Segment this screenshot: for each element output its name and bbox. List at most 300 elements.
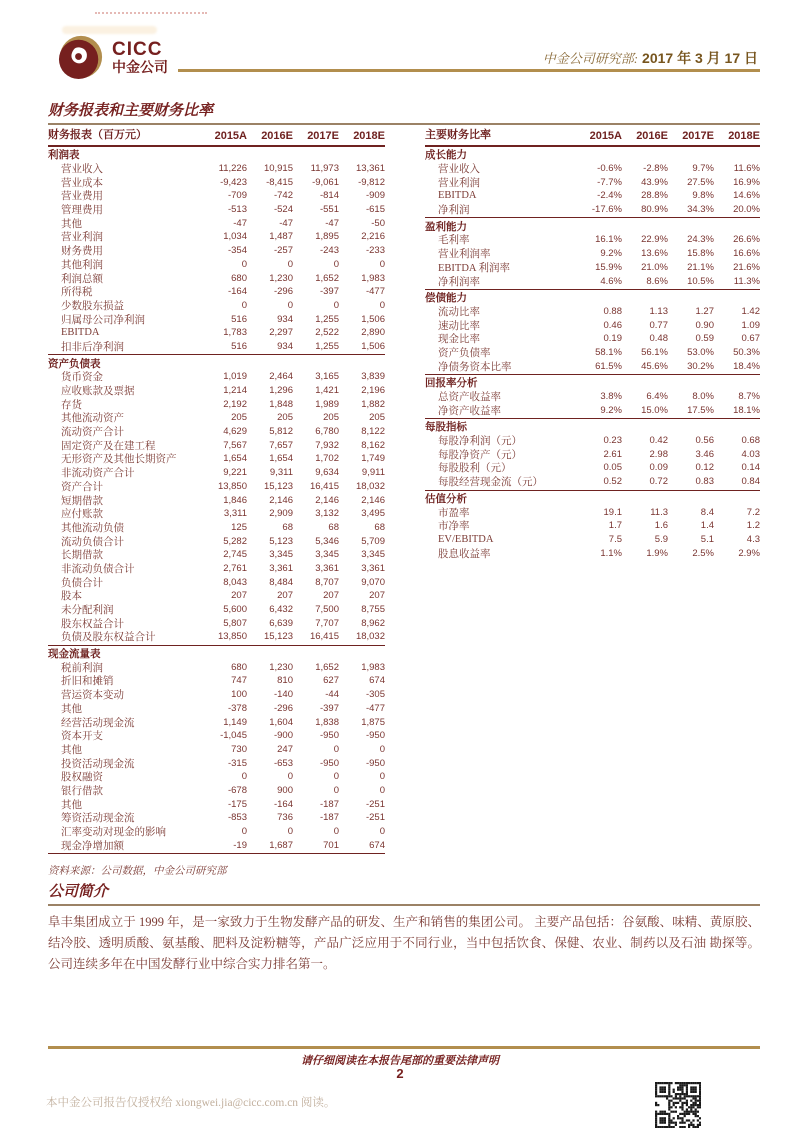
row-value: -251: [365, 798, 385, 810]
row-value: 2,890: [361, 327, 385, 339]
table-row: [48, 811, 385, 825]
row-label: 非流动资产合计: [61, 468, 135, 480]
table-section: [425, 491, 760, 561]
logo-text: [112, 40, 168, 74]
section-header: 资产负债表: [48, 358, 101, 370]
row-value: 205: [323, 412, 339, 424]
row-value: 11.3: [650, 506, 668, 518]
row-value: 7.2: [746, 506, 760, 518]
header-divider: [178, 69, 760, 72]
column-header: 2018E: [728, 130, 760, 142]
row-label: 其他: [61, 744, 82, 756]
row-label: 无形资产及其他长期资产: [61, 454, 177, 466]
row-value: 1,149: [223, 716, 247, 728]
row-value: 5,282: [223, 535, 247, 547]
row-value: -296: [273, 702, 293, 714]
row-value: 3,345: [361, 549, 385, 561]
row-value: 68: [328, 521, 339, 533]
row-value: 674: [369, 675, 385, 687]
row-label: 股权融资: [61, 772, 103, 784]
financials-title-divider: [48, 123, 760, 125]
row-label: 速动比率: [438, 320, 480, 332]
row-value: 61.5%: [595, 360, 622, 372]
row-label: 净债务资本比率: [438, 361, 512, 373]
table-section: [425, 290, 760, 375]
row-label: 财务费用: [61, 246, 103, 258]
row-value: -853: [227, 812, 247, 824]
table-row: [425, 447, 760, 461]
table-row: [48, 452, 385, 466]
table-row: [48, 688, 385, 702]
row-value: 9.7%: [692, 163, 714, 175]
row-label: 长期借款: [61, 550, 103, 562]
row-value: -164: [273, 798, 293, 810]
row-value: 1,487: [269, 231, 293, 243]
row-label: 利润总额: [61, 273, 103, 285]
row-value: -19: [233, 839, 247, 851]
row-value: 125: [231, 521, 247, 533]
row-label: 其他: [61, 218, 82, 230]
row-value: 7,500: [315, 604, 339, 616]
row-value: 18.1%: [733, 404, 760, 416]
row-value: 16.9%: [733, 176, 760, 188]
row-label: 资产合计: [61, 481, 103, 493]
table-row: [48, 603, 385, 617]
table-row: [425, 475, 760, 489]
row-value: 3,361: [269, 562, 293, 574]
row-value: 2.98: [649, 448, 668, 460]
row-value: 1.2: [746, 520, 760, 532]
row-label: 每股经营现金流（元）: [438, 477, 543, 489]
research-dept-label: 中金公司研究部:: [542, 51, 639, 66]
row-value: 0.67: [741, 333, 760, 345]
row-value: 2,745: [223, 549, 247, 561]
row-value: 0: [287, 299, 293, 311]
row-value: 0: [241, 826, 247, 838]
table-row: [425, 461, 760, 475]
table-row: [425, 359, 760, 373]
row-value: 21.1%: [687, 261, 714, 273]
table-section: [425, 375, 760, 419]
row-label: 扣非后净利润: [61, 341, 124, 353]
row-label: 流动负债合计: [61, 536, 124, 548]
row-value: 1,230: [269, 272, 293, 284]
column-header: 2016E: [636, 130, 668, 142]
row-value: 0.84: [741, 476, 760, 488]
row-value: 6,780: [315, 426, 339, 438]
row-value: 0.14: [741, 462, 760, 474]
table-row: [425, 346, 760, 360]
row-value: -950: [365, 757, 385, 769]
table-row: [48, 589, 385, 603]
table-row: [48, 825, 385, 839]
row-label: 存货: [61, 399, 82, 411]
row-value: 1,846: [223, 494, 247, 506]
row-label: 毛利率: [438, 235, 470, 247]
row-value: 0.05: [603, 462, 622, 474]
financial-statements-table: [48, 126, 385, 878]
table-row: [425, 403, 760, 417]
table-row: [48, 838, 385, 852]
row-label: 汇率变动对现金的影响: [61, 827, 166, 839]
row-value: 9.2%: [600, 404, 622, 416]
row-value: 0: [287, 826, 293, 838]
row-value: 0.46: [603, 319, 622, 331]
row-value: 8.0%: [692, 391, 714, 403]
row-value: 0.52: [603, 476, 622, 488]
row-value: 205: [369, 412, 385, 424]
table-row: [48, 784, 385, 798]
row-value: -477: [365, 286, 385, 298]
table-row: [48, 384, 385, 398]
row-value: 8.7%: [738, 391, 760, 403]
row-label: 营业收入: [438, 164, 480, 176]
table-row: [48, 702, 385, 716]
qr-code: [655, 1082, 702, 1129]
row-value: 13,361: [355, 163, 385, 175]
row-label: 股东权益合计: [61, 618, 124, 630]
row-value: -233: [365, 245, 385, 257]
row-value: 0.72: [649, 476, 668, 488]
row-value: -44: [325, 689, 339, 701]
row-label: 归属母公司净利润: [61, 314, 145, 326]
row-value: 0: [333, 771, 339, 783]
row-value: 2.61: [603, 448, 622, 460]
row-value: 207: [277, 590, 293, 602]
company-title-block: [48, 880, 760, 906]
row-value: 0: [241, 258, 247, 270]
row-value: 1.09: [741, 319, 760, 331]
row-value: 3,495: [361, 508, 385, 520]
row-value: 50.3%: [733, 346, 760, 358]
row-label: 股本: [61, 591, 82, 603]
row-label: 未分配利润: [61, 605, 114, 617]
row-value: 2,146: [315, 494, 339, 506]
row-label: 少数股东损益: [61, 300, 124, 312]
row-label: 应收账款及票据: [61, 386, 135, 398]
row-value: 9.8%: [692, 190, 714, 202]
row-value: 0: [379, 771, 385, 783]
row-value: 6,432: [269, 604, 293, 616]
row-value: 516: [231, 313, 247, 325]
row-value: 0.77: [649, 319, 668, 331]
row-value: 2,522: [315, 327, 339, 339]
row-value: 0: [333, 258, 339, 270]
report-date: 2017 年 3 月 17 日: [642, 50, 758, 66]
row-value: 205: [231, 412, 247, 424]
row-label: 每股净资产（元）: [438, 449, 522, 461]
row-label: 股息收益率: [438, 548, 491, 560]
company-description: 阜丰集团成立于 1999 年，是一家致力于生物发酵产品的研发、生产和销售的集团公司。 主要产品包括：谷氨酸、味精、黄原胶、结冷胶、透明质酸、氨基酸、肥料及淀粉糖等，产品广泛应用于不同行业，当中包括饮食、保健、农业、制药以及石油 勘探等。公司连续多年在中国发酵行业中综合实力排名第一。: [48, 915, 760, 971]
row-value: 5,123: [269, 535, 293, 547]
table-row: [48, 285, 385, 299]
row-value: 17.5%: [687, 404, 714, 416]
row-value: 16.6%: [733, 248, 760, 260]
row-value: 0.09: [649, 462, 668, 474]
row-value: 20.0%: [733, 204, 760, 216]
row-value: 5.9: [654, 533, 668, 545]
row-label: 净资产收益率: [438, 405, 501, 417]
row-value: 8,043: [223, 576, 247, 588]
row-value: 1.7: [608, 520, 622, 532]
row-value: 3,361: [361, 562, 385, 574]
row-value: -524: [273, 204, 293, 216]
row-label: EBITDA: [438, 190, 477, 202]
row-value: 16,415: [309, 480, 339, 492]
section-header: 成长能力: [425, 150, 467, 162]
row-label: 营运资本变动: [61, 690, 124, 702]
table-row: [48, 271, 385, 285]
row-value: 0.19: [603, 333, 622, 345]
row-value: 15.0%: [641, 404, 668, 416]
table-row: [48, 715, 385, 729]
row-value: -9,812: [358, 176, 385, 188]
financials-section-title: 财务报表和主要财务比率: [48, 103, 214, 119]
row-value: 2,464: [269, 371, 293, 383]
table-row: [48, 189, 385, 203]
row-label: 负债及股东权益合计: [61, 632, 156, 644]
row-value: 2,192: [223, 398, 247, 410]
table-row: [48, 425, 385, 439]
row-label: 其他流动资产: [61, 413, 124, 425]
table-row: [48, 370, 385, 384]
row-value: -50: [371, 217, 385, 229]
table-body: [48, 147, 385, 854]
row-value: 4.6%: [600, 275, 622, 287]
row-value: -397: [319, 702, 339, 714]
row-value: 0: [241, 299, 247, 311]
row-value: 1.13: [649, 305, 668, 317]
table-row: [425, 233, 760, 247]
row-label: 短期借款: [61, 495, 103, 507]
row-value: 9,634: [315, 467, 339, 479]
row-value: 15,123: [263, 480, 293, 492]
row-label: EBITDA 利润率: [438, 262, 511, 274]
row-value: 45.6%: [641, 360, 668, 372]
table-row: [425, 519, 760, 533]
row-value: 3,311: [223, 508, 247, 520]
authorization-note: 本中金公司报告仅授权给 xiongwei.jia@cicc.com.cn 阅读。: [46, 1097, 336, 1109]
table-row: [48, 326, 385, 340]
row-value: 10.5%: [687, 275, 714, 287]
row-value: 22.9%: [641, 234, 668, 246]
table-row: [425, 332, 760, 346]
row-label: 银行借款: [61, 785, 103, 797]
row-value: 247: [277, 743, 293, 755]
row-value: -950: [319, 730, 339, 742]
table-section: [425, 147, 760, 218]
row-value: 3.8%: [600, 391, 622, 403]
row-value: -175: [227, 798, 247, 810]
row-label: 所得税: [61, 287, 93, 299]
row-value: -7.7%: [597, 176, 622, 188]
row-value: 0: [333, 826, 339, 838]
row-value: 8,962: [361, 617, 385, 629]
row-label: 负债合计: [61, 577, 103, 589]
table-row: [48, 340, 385, 354]
row-value: 0: [379, 784, 385, 796]
table-row: [48, 493, 385, 507]
row-value: 0.23: [603, 435, 622, 447]
row-value: 1,506: [361, 313, 385, 325]
row-value: 3,165: [315, 371, 339, 383]
section-header: 回报率分析: [425, 378, 478, 390]
table-row: [48, 674, 385, 688]
row-value: 4,629: [223, 426, 247, 438]
row-value: 0.48: [649, 333, 668, 345]
table-row: [48, 521, 385, 535]
row-value: 1.1%: [600, 547, 622, 559]
logo-en-label: CICC: [112, 39, 163, 61]
row-label: 资产负债率: [438, 347, 491, 359]
table-section: [48, 646, 385, 854]
table-section: [425, 419, 760, 490]
row-value: -8,415: [266, 176, 293, 188]
row-value: 0: [287, 771, 293, 783]
table-title: 财务报表（百万元）: [48, 129, 147, 141]
row-label: 固定资产及在建工程: [61, 440, 156, 452]
row-value: 21.0%: [641, 261, 668, 273]
table-row: [48, 562, 385, 576]
table-title: 主要财务比率: [425, 129, 491, 141]
row-label: 现金比率: [438, 334, 480, 346]
section-header: 每股指标: [425, 422, 467, 434]
row-label: 市净率: [438, 521, 470, 533]
row-value: 5,807: [223, 617, 247, 629]
financial-ratios-table: [425, 126, 760, 878]
row-value: 0: [379, 826, 385, 838]
row-value: -378: [227, 702, 247, 714]
row-value: -678: [227, 784, 247, 796]
row-value: 7,657: [269, 439, 293, 451]
row-value: 1,019: [223, 371, 247, 383]
row-value: -653: [273, 757, 293, 769]
row-value: 34.3%: [687, 204, 714, 216]
row-value: 15.9%: [595, 261, 622, 273]
row-label: 营业收入: [61, 164, 103, 176]
row-value: 1,214: [223, 385, 247, 397]
table-section: [48, 147, 385, 355]
row-value: 1,983: [361, 661, 385, 673]
page-number: 2: [396, 1066, 404, 1081]
row-value: 1,749: [361, 453, 385, 465]
row-value: -513: [227, 204, 247, 216]
row-label: 每股净利润（元）: [438, 436, 522, 448]
row-value: 1.6: [654, 520, 668, 532]
table-row: [48, 411, 385, 425]
row-value: 0.42: [649, 435, 668, 447]
logo-cn-label: 中金公司: [112, 58, 168, 75]
table-body: [425, 147, 760, 561]
table-row: [425, 533, 760, 547]
row-value: 7,567: [223, 439, 247, 451]
row-value: 900: [277, 784, 293, 796]
table-row: [48, 507, 385, 521]
row-value: -950: [365, 730, 385, 742]
row-value: -477: [365, 702, 385, 714]
table-row: [425, 434, 760, 448]
table-row: [48, 743, 385, 757]
row-value: -814: [319, 190, 339, 202]
table-row: [48, 616, 385, 630]
row-value: 0: [333, 299, 339, 311]
table-row: [48, 175, 385, 189]
row-value: 30.2%: [687, 360, 714, 372]
row-value: 10,915: [263, 163, 293, 175]
row-value: 810: [277, 675, 293, 687]
table-row: [48, 630, 385, 644]
row-label: 应付账款: [61, 509, 103, 521]
row-value: -2.8%: [643, 163, 668, 175]
table-section: [425, 218, 760, 289]
table-row: [425, 247, 760, 261]
table-row: [48, 797, 385, 811]
row-label: 筹资活动现金流: [61, 813, 135, 825]
row-label: 每股股利（元）: [438, 463, 512, 475]
row-value: -47: [279, 217, 293, 229]
row-value: 1.9%: [646, 547, 668, 559]
row-value: 1,034: [223, 231, 247, 243]
row-value: 3.46: [695, 448, 714, 460]
row-value: 730: [231, 743, 247, 755]
row-value: 1,255: [315, 340, 339, 352]
financials-title-block: [48, 99, 760, 125]
row-value: 8.6%: [646, 275, 668, 287]
row-value: 0.56: [695, 435, 714, 447]
row-value: 6,639: [269, 617, 293, 629]
table-row: [425, 175, 760, 189]
table-row: [48, 162, 385, 176]
row-label: 营业利润率: [438, 249, 491, 261]
row-value: 3,345: [269, 549, 293, 561]
row-value: -900: [273, 730, 293, 742]
row-value: 934: [277, 340, 293, 352]
row-value: 2,146: [361, 494, 385, 506]
table-row: [425, 546, 760, 560]
row-value: -909: [365, 190, 385, 202]
row-value: 19.1: [603, 506, 622, 518]
row-value: 1,506: [361, 340, 385, 352]
section-header: 估值分析: [425, 493, 467, 505]
row-value: 4.03: [741, 448, 760, 460]
row-label: 资本开支: [61, 731, 103, 743]
row-value: 1,875: [361, 716, 385, 728]
table-row: [48, 575, 385, 589]
table-row: [425, 505, 760, 519]
row-value: -0.6%: [597, 163, 622, 175]
row-label: 非流动负债合计: [61, 563, 135, 575]
row-value: 18.4%: [733, 360, 760, 372]
row-value: 3,132: [315, 508, 339, 520]
row-value: 11.6%: [733, 163, 760, 175]
row-value: 0.83: [695, 476, 714, 488]
row-value: 0.12: [695, 462, 714, 474]
row-value: 11,226: [218, 163, 247, 175]
row-label: 折旧和摊销: [61, 676, 114, 688]
row-value: 1,654: [269, 453, 293, 465]
row-label: 市盈率: [438, 507, 470, 519]
row-value: 3,345: [315, 549, 339, 561]
row-value: -2.4%: [597, 190, 622, 202]
column-header: 2017E: [682, 130, 714, 142]
row-value: 0: [333, 743, 339, 755]
row-value: 8,162: [361, 439, 385, 451]
row-value: 7,707: [315, 617, 339, 629]
row-value: 2,146: [269, 494, 293, 506]
row-value: 6.4%: [646, 391, 668, 403]
section-header: 利润表: [48, 150, 80, 162]
source-note: 资料来源：公司数据，中金公司研究部: [48, 866, 227, 878]
